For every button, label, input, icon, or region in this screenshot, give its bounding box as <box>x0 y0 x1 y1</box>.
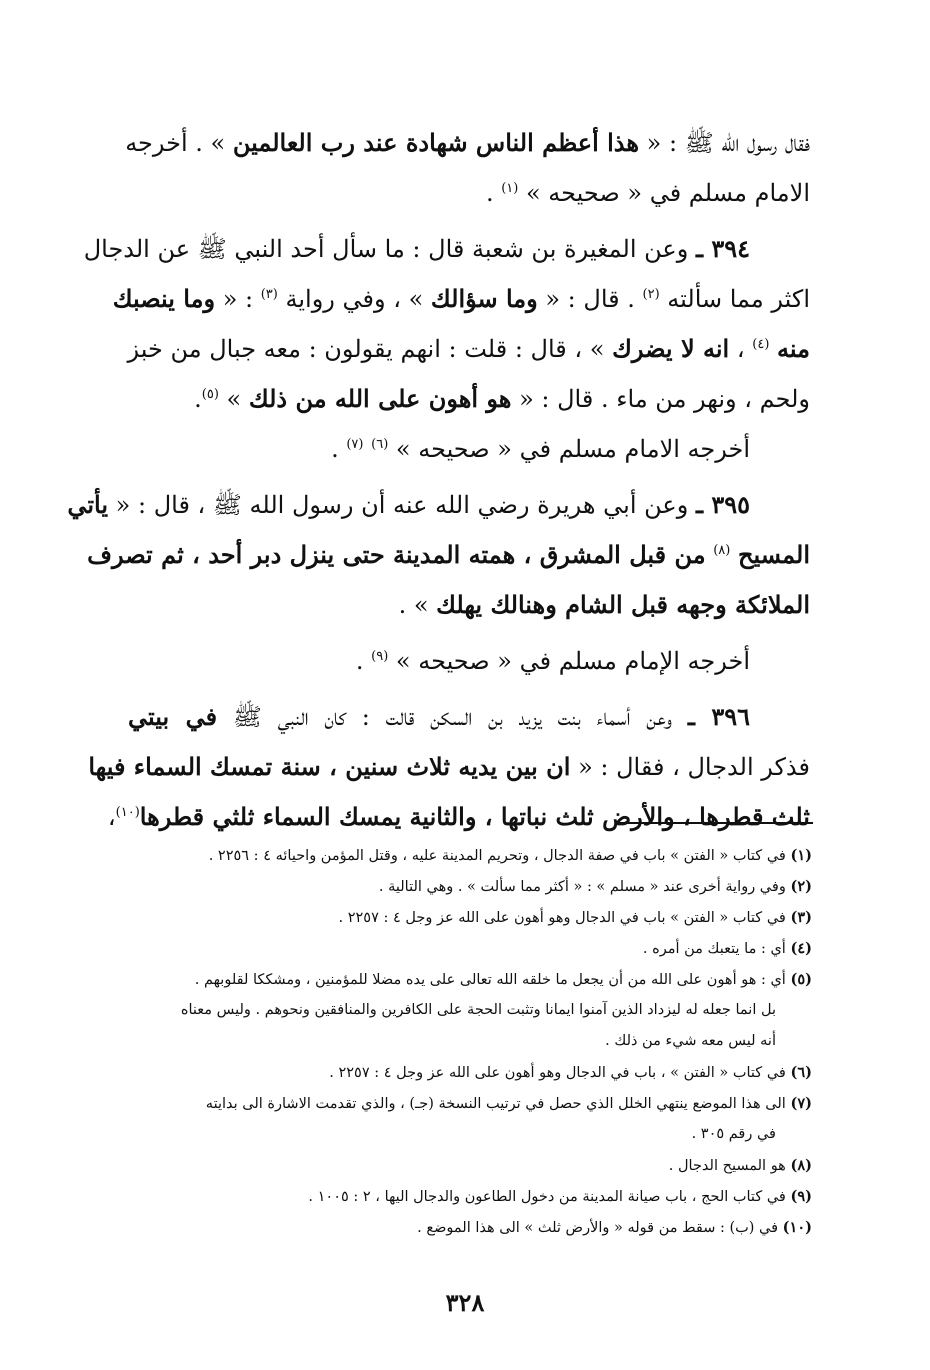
text-run: وعن أبي هريرة رضي الله عنه أن رسول الله ﷺ ، قال : « <box>108 491 696 519</box>
footnote <box>128 1119 812 1150</box>
footnote-number: (٩) <box>790 1188 812 1205</box>
text-run: » . <box>398 591 437 619</box>
footnote <box>128 1150 812 1181</box>
footnote <box>128 964 812 995</box>
text-line <box>88 742 810 792</box>
text-run: . <box>485 179 502 207</box>
text-run: ثلث قطرها ، والأرض ثلث نباتها ، والثانية يمسك السماء ثلثي قطرها <box>139 802 810 831</box>
text-run: : « <box>215 285 261 313</box>
text-run: هذا أعظم الناس شهادة عند رب العالمين <box>232 128 640 157</box>
text-run: فقال رسول الله ﷺ : « <box>639 129 810 157</box>
footnote-number: (١٠) <box>782 1219 812 1236</box>
footnote-number: (٧) <box>790 1095 812 1112</box>
text-run: المسيح <box>738 540 810 569</box>
footnote-text: الى هذا الموضع ينتهي الخلل الذي حصل في ترتيب النسخة (جـ) ، والذي تقدمت الاشارة الى بدايته <box>205 1096 791 1112</box>
footnote-text: في (ب) : سقط من قوله « والأرض ثلث » الى هذا الموضع . <box>417 1220 783 1236</box>
text-run <box>730 541 738 569</box>
footnote-number: (٦) <box>790 1064 812 1081</box>
text-run: من قبل المشرق ، همته المدينة حتى ينزل دبر أحد ، ثم تصرف <box>87 540 706 569</box>
text-run: الملائكة وجهه قبل الشام وهنالك يهلك <box>436 590 810 619</box>
footnote <box>128 933 812 964</box>
footnote <box>128 902 812 933</box>
footnote-ref: (٥) <box>201 387 219 402</box>
footnote-text: هو المسيح الدجال . <box>668 1158 791 1174</box>
footnote <box>128 1212 812 1243</box>
footnote-text: أنه ليس معه شيء من ذلك . <box>605 1033 776 1049</box>
footnote <box>128 1057 812 1088</box>
footnote-ref: (١٠) <box>115 805 140 820</box>
text-run <box>363 435 371 463</box>
footnote <box>128 840 812 871</box>
footnote-number: (٤) <box>790 940 812 957</box>
text-run: » ، قال : قلت : انهم يقولون : معه جبال من خبز <box>127 335 613 363</box>
text-run: وما ينصبك <box>112 284 216 313</box>
text-run: . قال : « <box>537 285 643 313</box>
text-line <box>87 530 810 580</box>
text-run: ٣٩٥ ـ <box>695 490 750 519</box>
text-line <box>112 274 810 324</box>
main-text <box>67 118 810 842</box>
text-run: . <box>194 385 202 413</box>
footnote-text: في كتاب « الفتن » باب في صفة الدجال ، وتحريم المدينة عليه ، وقتل المؤمن واحيائه ٤ : ٢٢٥٦ . <box>208 848 791 864</box>
footnote-number: (٨) <box>790 1157 812 1174</box>
footnote-ref: (٧) <box>346 437 364 452</box>
footnote-ref: (٤) <box>752 337 770 352</box>
footnote-ref: (٦) <box>371 437 389 452</box>
text-run <box>769 335 777 363</box>
text-run: اكثر مما سألته <box>659 285 810 313</box>
footnote-ref: (٨) <box>713 543 731 558</box>
footnote-text: في رقم ٣٠٥ . <box>691 1126 776 1142</box>
text-run: ٣٩٤ ـ <box>695 234 750 263</box>
footnote-number: (٢) <box>790 878 812 895</box>
text-run: منه <box>777 334 810 363</box>
text-line <box>128 636 810 686</box>
text-line <box>128 374 810 424</box>
text-line <box>128 580 810 630</box>
footnote <box>128 1181 812 1212</box>
text-line <box>128 692 810 742</box>
footnote-ref: (٢) <box>642 287 660 302</box>
text-line <box>128 168 810 218</box>
text-run: انه لا يضرك <box>612 334 730 363</box>
footnote <box>128 1026 812 1057</box>
text-line <box>83 224 810 274</box>
footnote-text: بل انما جعله له ليزداد الذين آمنوا ايمانا وتثبت الحجة على الكافرين والمنافقين ونحوهم . وليس معناه <box>180 1002 776 1018</box>
text-line <box>128 424 810 474</box>
text-line <box>125 118 810 168</box>
text-run: الامام مسلم في « صحيحه » <box>518 179 810 207</box>
footnote-text: وفي رواية أخرى عند « مسلم » : « أكثر مما سألت » . وهي التالية . <box>378 879 791 895</box>
footnotes <box>128 840 812 1243</box>
text-run: وعن المغيرة بن شعبة قال : ما سأل أحد النبي ﷺ عن الدجال <box>83 235 696 263</box>
footnote-number: (٣) <box>790 909 812 926</box>
footnote <box>128 995 812 1026</box>
text-run: أخرجه الإمام مسلم في « صحيحه » <box>388 647 750 675</box>
footnote-number: (٥) <box>790 971 812 988</box>
text-run: وما سؤالك <box>430 284 538 313</box>
text-run: في بيتي <box>128 702 218 731</box>
text-run: يأتي <box>67 490 109 519</box>
footnote <box>128 871 812 902</box>
footnote-separator <box>617 822 813 824</box>
text-run: . <box>355 647 372 675</box>
text-run: . <box>331 435 347 463</box>
footnote-number: (١) <box>790 847 812 864</box>
text-line <box>128 324 810 374</box>
footnote-text: في كتاب « الفتن » باب في الدجال وهو أهون على الله عز وجل ٤ : ٢٢٥٧ . <box>338 910 791 926</box>
footnote-text: أي : ما يتعبك من أمره . <box>642 941 791 957</box>
text-run: هو أهون على الله من ذلك <box>248 384 512 413</box>
footnote-ref: (٩) <box>371 649 389 664</box>
footnote-text: في كتاب « الفتن » ، باب في الدجال وهو أهون على الله عز وجل ٤ : ٢٢٥٧ . <box>329 1065 791 1081</box>
text-run: ، <box>107 803 116 831</box>
text-run: » ، وفي رواية <box>277 285 431 313</box>
footnote-ref: (١) <box>501 181 519 196</box>
text-run: ان بين يديه ثلاث سنين ، سنة تمسك السماء فيها <box>88 752 571 781</box>
footnote-ref: (٣) <box>260 287 278 302</box>
text-line <box>67 480 810 530</box>
text-line <box>107 792 810 842</box>
text-run: » <box>218 385 249 413</box>
text-run: أخرجه الامام مسلم في « صحيحه » <box>388 435 750 463</box>
text-run: وعن أسماء بنت يزيد بن السكن قالت : كان النبي ﷺ <box>217 703 688 731</box>
text-run: ٣٩٦ ـ <box>687 702 751 731</box>
page-number: ٣٢٨ <box>445 1288 485 1317</box>
text-run: » . أخرجه <box>125 129 233 157</box>
text-run: ولحم ، ونهر من ماء . قال : « <box>511 385 810 413</box>
footnote-text: في كتاب الحج ، باب صيانة المدينة من دخول الطاعون والدجال اليها ، ٢ : ١٠٠٥ . <box>308 1189 791 1205</box>
text-run: ، <box>729 335 753 363</box>
text-run: فذكر الدجال ، فقال : « <box>570 753 810 781</box>
footnote <box>128 1088 812 1119</box>
footnote-text: أي : هو أهون على الله من أن يجعل ما خلقه الله تعالى على يده مضلا للمؤمنين ، ومشككا لقلوبهم . <box>194 972 791 988</box>
